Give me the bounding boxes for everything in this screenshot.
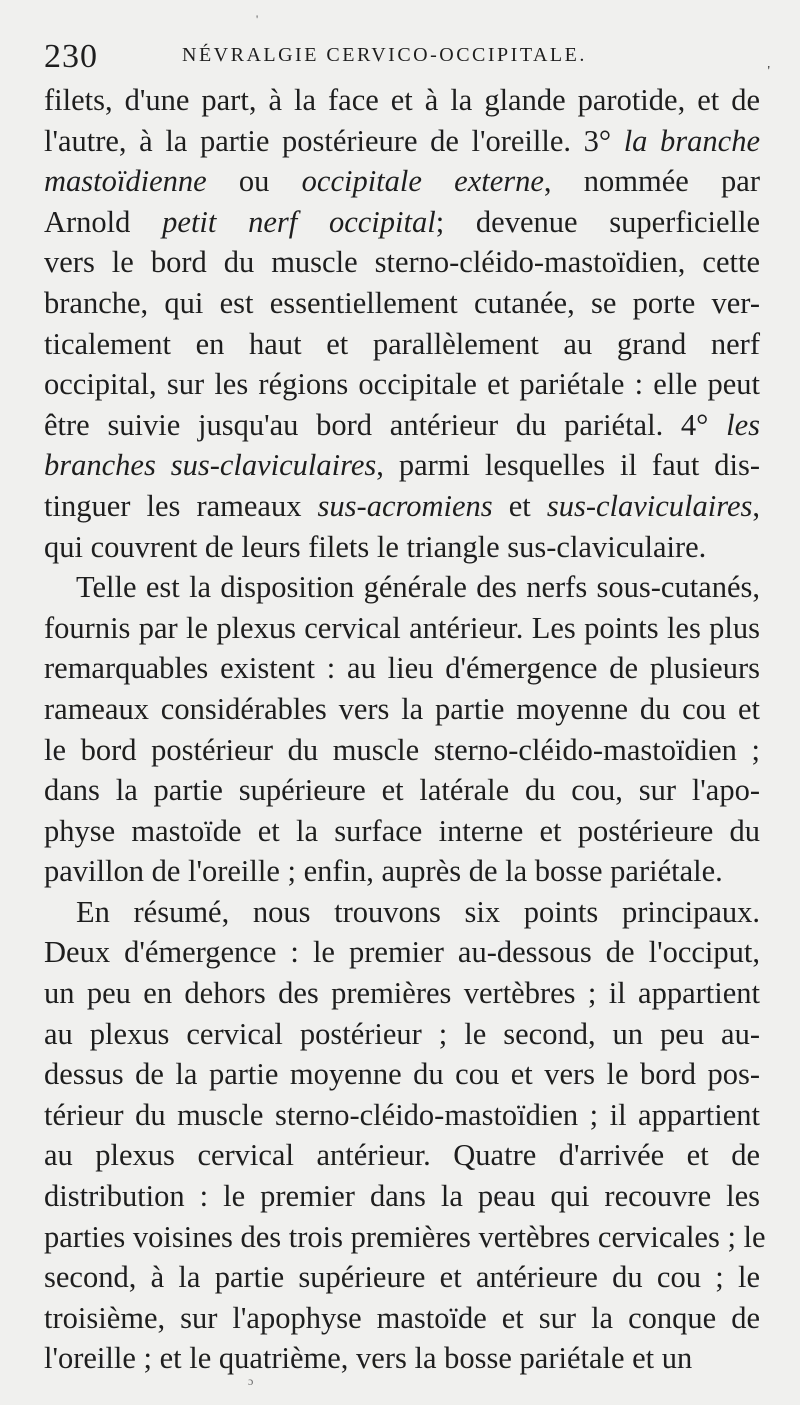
text-run: le bord postérieur du muscle sterno-cléido-mastoïdien ; [44,732,760,767]
text-run: l'oreille ; et le quatrième, vers la bosse pariétale et un [44,1341,693,1376]
text-run: filets, d'une part, à la face et à la glande parotide, et de [44,83,760,117]
italic-run: les [726,407,760,442]
text-run: , nommée par [543,164,760,199]
text-line [44,527,760,568]
text-run: pavillon de l'oreille ; enfin, auprès de la bosse pariétale. [44,854,723,889]
text-line [44,811,760,852]
text-run: l'autre, à la partie postérieure de l'oreille. 3° [44,123,624,158]
text-run: tinguer les rameaux [44,488,318,523]
text-run: Arnold [44,204,163,239]
text-run: qui couvrent de leurs filets le triangle sus-claviculaire. [44,529,707,564]
text-run: un peu en dehors des premières vertèbres ; il appartient [44,976,760,1011]
text-line [44,283,760,324]
text-line [44,1298,760,1339]
text-run: rameaux considérables vers la partie moyenne du cou et [44,691,760,726]
top-mark: ' [256,12,259,26]
text-line [44,405,760,446]
text-line [44,364,760,405]
corner-mark: ' [767,64,770,79]
text-line [44,1054,760,1095]
text-run: au plexus cervical postérieur ; le second, un peu au- [44,1016,760,1051]
text-line [44,242,760,283]
italic-run: sus-acromiens [317,488,493,523]
text-run: troisième, sur l'apophyse mastoïde et sur la conque de [44,1300,760,1335]
paragraph [44,80,760,567]
text-run: remarquables existent : au lieu d'émergence de plusieurs [44,651,760,686]
text-run: , [752,488,761,523]
paragraph [44,567,760,892]
italic-run: petit nerf occipital [162,204,436,239]
text-line [44,202,760,243]
text-line [44,770,760,811]
text-run: et [492,488,547,523]
body-text [44,80,766,1379]
text-run: Telle est la disposition générale des nerfs sous-cutanés, [76,570,760,605]
page-number: 230 [44,38,98,75]
text-run: distribution : le premier dans la peau qui recouvre les [44,1179,760,1214]
italic-run: mastoïdienne [44,164,207,199]
running-head [44,12,770,79]
text-run: Deux d'émergence : le premier au-dessous de l'occiput, [44,935,760,970]
text-run: ; devenue superficielle [435,204,760,239]
text-run: au plexus cervical antérieur. Quatre d'arrivée et de [44,1138,760,1173]
text-line [44,1217,766,1258]
italic-run: occipitale externe [301,164,544,199]
italic-run: branches sus-claviculaires [44,448,377,483]
text-run: dessus de la partie moyenne du cou et vers le bord pos- [44,1057,760,1092]
italic-run: la branche [623,123,760,158]
text-run: En résumé, nous trouvons six points principaux. [76,894,760,929]
text-line [44,161,760,202]
text-run: parties voisines des trois premières vertèbres cervicales ; le [44,1219,766,1254]
text-line [44,1176,760,1217]
text-run: dans la partie supérieure et latérale du cou, sur l'apo- [44,773,760,808]
text-line [44,1338,760,1379]
bottom-mark: ɔ [248,1374,254,1388]
text-line [44,445,760,486]
text-run: être suivie jusqu'au bord antérieur du pariétal. 4° [44,407,727,442]
text-line [44,1257,760,1298]
text-run: physe mastoïde et la surface interne et postérieure du [44,813,760,848]
text-run: ou [206,164,302,199]
text-run: fournis par le plexus cervical antérieur. Les points les plus [44,610,760,645]
text-run: , parmi lesquelles il faut dis- [376,448,760,483]
text-line [44,608,760,649]
text-line [44,1014,760,1055]
text-line [44,730,760,771]
text-line [44,486,760,527]
text-line [44,80,760,121]
text-line [44,892,760,933]
text-line [44,567,760,608]
text-line [44,648,760,689]
italic-run: sus-claviculaires [546,488,753,523]
text-run: occipital, sur les régions occipitale et pariétale : elle peut [44,367,760,402]
text-line [44,1095,760,1136]
text-line [44,932,760,973]
text-run: térieur du muscle sterno-cléido-mastoïdien ; il appartient [44,1097,760,1132]
text-line [44,689,760,730]
text-run: ticalement en haut et parallèlement au grand nerf [44,326,760,361]
running-title: NÉVRALGIE CERVICO-OCCIPITALE. [182,44,587,66]
text-run: vers le bord du muscle sterno-cléido-mastoïdien, cette [44,245,760,280]
text-line [44,973,760,1014]
paragraph [44,892,766,1379]
text-line [44,121,760,162]
text-line [44,851,760,892]
text-run: branche, qui est essentiellement cutanée, se porte ver- [44,285,760,320]
text-run: second, à la partie supérieure et antérieure du cou ; le [44,1260,760,1295]
text-line [44,324,760,365]
text-line [44,1135,760,1176]
